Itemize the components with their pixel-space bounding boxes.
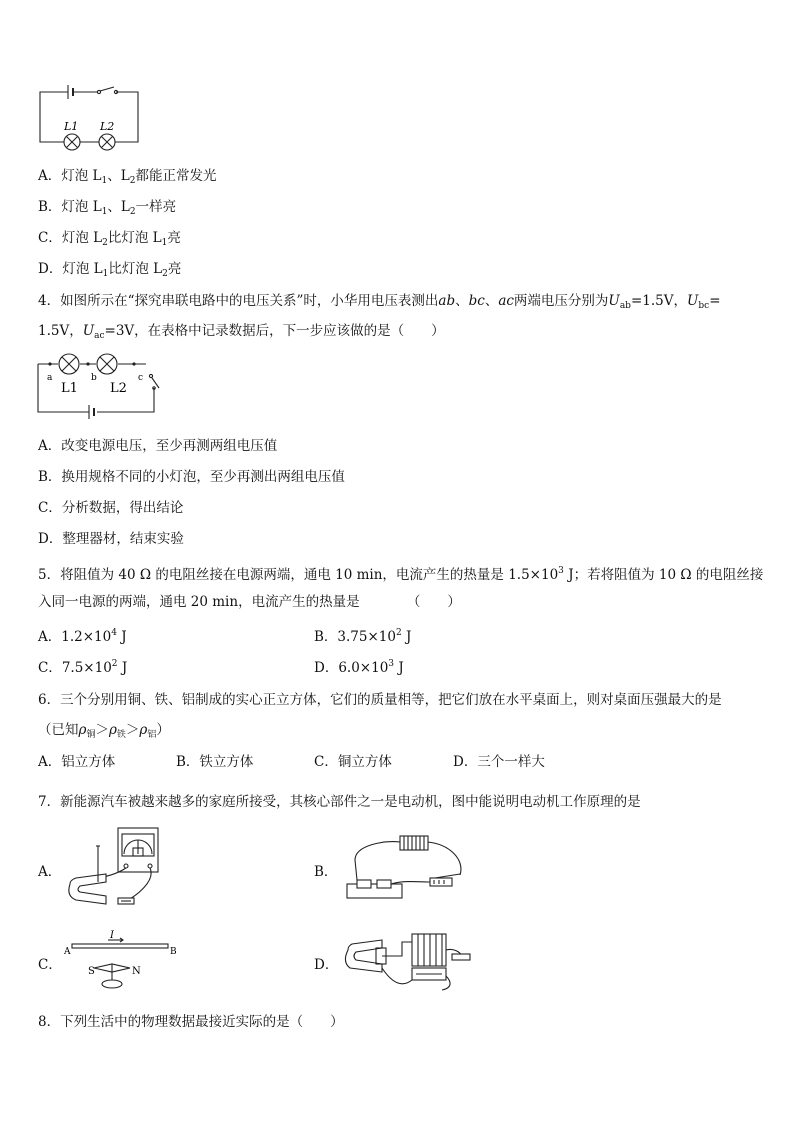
q4-u-bc: U [686,293,699,309]
q7-c-pole-s: S [88,966,95,977]
q6-option-b[interactable]: B．铁立方体 [176,754,254,770]
q5-option-d[interactable] [314,654,404,678]
q6-rho-cu: ρ [78,722,87,738]
q4-u-ac: U [82,323,95,339]
q4-sub-ac: ac [94,331,105,341]
q3-b-s2: 2 [129,207,136,217]
q5-stem-b: J；若将阻值为 10 Ω 的电阻丝接 [563,567,764,583]
q4-u-ab: U [608,293,620,309]
q5-c-pre: C．7.5×10 [38,660,112,676]
q5-c-post: J [117,660,128,676]
q5-option-c[interactable] [38,654,127,678]
q6-gt-2: ＞ [125,722,140,738]
q3-c-s1: 2 [102,238,108,248]
q6-option-c[interactable]: C．铜立方体 [314,754,392,770]
q7-option-a-label[interactable]: A． [38,864,62,880]
q3-c-mid: 比灯泡 L [107,230,162,246]
q6-rho-al: ρ [139,722,148,738]
q5-option-b[interactable] [314,623,411,647]
q4-option-d[interactable]: D．整理器材，结束实验 [38,531,184,547]
q3-a-pre: A．灯泡 L [38,168,102,184]
q3-c-s2: 1 [161,238,168,248]
q3-a-s1: 1 [101,176,108,186]
q4-sep1: 、 [455,293,469,309]
q4-sep2: 、 [484,293,499,309]
q3-l1-label: L1 [64,120,79,133]
q7-figure-d-motor [342,928,472,998]
q4-stem-b: 两端电压分别为 [513,293,609,309]
q5-stem-a: 5．将阻值为 40 Ω 的电阻丝接在电源两端，通电 10 min，电流产生的热量是 1.5×10 [38,567,559,583]
q3-b-post: 一样亮 [135,199,177,215]
q3-b-s1: 1 [101,207,108,217]
q3-b-mid: 、L [107,199,130,215]
q8-stem: 8．下列生活中的物理数据最接近实际的是（ ） [38,1014,344,1030]
q5-stem-line2: 入同一电源的两端，通电 20 min，电流产生的热量是 （ ） [38,594,461,610]
q7-figure-b-electromagnet [345,830,470,905]
q5-b-post: J [401,629,412,645]
q4-l2-label: L2 [110,381,127,396]
q6-option-a[interactable]: A．铝立方体 [38,754,116,770]
q3-option-a[interactable] [38,166,216,191]
q5-d-post: J [394,660,404,676]
q5-d-pre: D．6.0×10 [314,660,389,676]
q4-point-a: a [47,373,53,383]
q4-stem-c: 1.5V， [38,323,83,339]
q4-option-b[interactable]: B．换用规格不同的小灯泡，至少再测出两组电压值 [38,469,345,485]
q6-stem-line2 [38,720,170,745]
q6-sub-cu: 铜 [86,730,96,740]
q3-a-post: 都能正常发光 [135,168,217,184]
q4-sub-ab: ab [619,301,631,311]
q6-sub-fe: 铁 [116,730,126,740]
q7-c-pole-n: N [132,966,141,977]
q4-circuit-diagram [38,352,168,417]
q4-point-c: c [138,373,144,383]
q5-d-exp: 3 [388,659,395,669]
q4-l1-label: L1 [61,381,78,396]
q7-figure-c-oersted [60,932,180,992]
q3-option-d[interactable] [38,259,181,284]
q6-gt-1: ＞ [95,722,109,738]
q3-circuit-diagram [38,84,178,149]
q5-b-pre: B．3.75×10 [314,629,396,645]
q4-option-c[interactable]: C．分析数据，得出结论 [38,500,184,516]
q7-stem: 7．新能源汽车被越来越多的家庭所接受，其核心部件之一是电动机，图中能说明电动机工作原理的是 [38,794,641,810]
q7-c-point-a: A [64,947,71,957]
q3-a-s2: 2 [129,176,136,186]
q4-stem-d: =3V，在表格中记录数据后，下一步应该做的是（ ） [104,323,445,339]
q3-option-c[interactable] [38,228,181,253]
q7-option-b-label[interactable]: B． [314,864,338,880]
q7-option-c-label[interactable]: C． [38,957,62,973]
q6-sub-al: 铝 [147,730,157,740]
q5-stem-line1 [38,561,763,585]
q5-stem-exp: 3 [558,566,564,576]
q3-d-pre: D．灯泡 L [38,261,103,277]
q4-bc: bc [468,293,485,309]
q3-d-s2: 2 [162,269,168,279]
q6-option-d[interactable]: D．三个一样大 [453,754,545,770]
q4-stem-line2 [38,321,445,346]
q3-option-b[interactable] [38,197,176,222]
q3-c-post: 亮 [167,230,181,246]
q4-stem-line1 [38,291,721,316]
q3-c-pre: C．灯泡 L [38,230,103,246]
q4-val-ab: =1.5V， [630,293,687,309]
q7-figure-a-galvanometer [66,826,171,911]
q3-a-mid: 、L [107,168,130,184]
q4-point-b: b [91,373,97,383]
q5-b-exp: 2 [395,628,402,638]
q6-known-pre: （已知 [38,722,79,738]
q5-a-exp: 4 [111,628,117,638]
q4-eq: = [709,293,721,309]
q6-known-end: ） [156,722,170,738]
q7-option-d-label[interactable]: D． [314,957,339,973]
q4-stem-a: 4．如图所示在“探究串联电路中的电压关系”时，小华用电压表测出 [38,293,439,309]
q6-rho-fe: ρ [108,722,117,738]
q6-stem-line1: 6．三个分别用铜、铁、铝制成的实心正立方体，它们的质量相等，把它们放在水平桌面上，则对桌面压强最大的是 [38,692,722,708]
q4-ac: ac [498,293,514,309]
q7-c-current-i: I [110,930,114,941]
q7-c-point-b: B [170,947,177,957]
q4-ab: ab [438,293,456,309]
q5-c-exp: 2 [111,659,118,669]
q4-sub-bc: bc [698,301,710,311]
q4-option-a[interactable]: A．改变电源电压，至少再测两组电压值 [38,438,278,454]
q3-d-post: 亮 [167,261,182,277]
q5-a-post: J [116,629,127,645]
q5-option-a[interactable] [38,623,127,647]
q3-l2-label: L2 [100,120,115,133]
q5-a-pre: A．1.2×10 [38,629,112,645]
q3-b-pre: B．灯泡 L [38,199,102,215]
q3-d-s1: 1 [102,269,109,279]
q3-d-mid: 比灯泡 L [108,261,163,277]
